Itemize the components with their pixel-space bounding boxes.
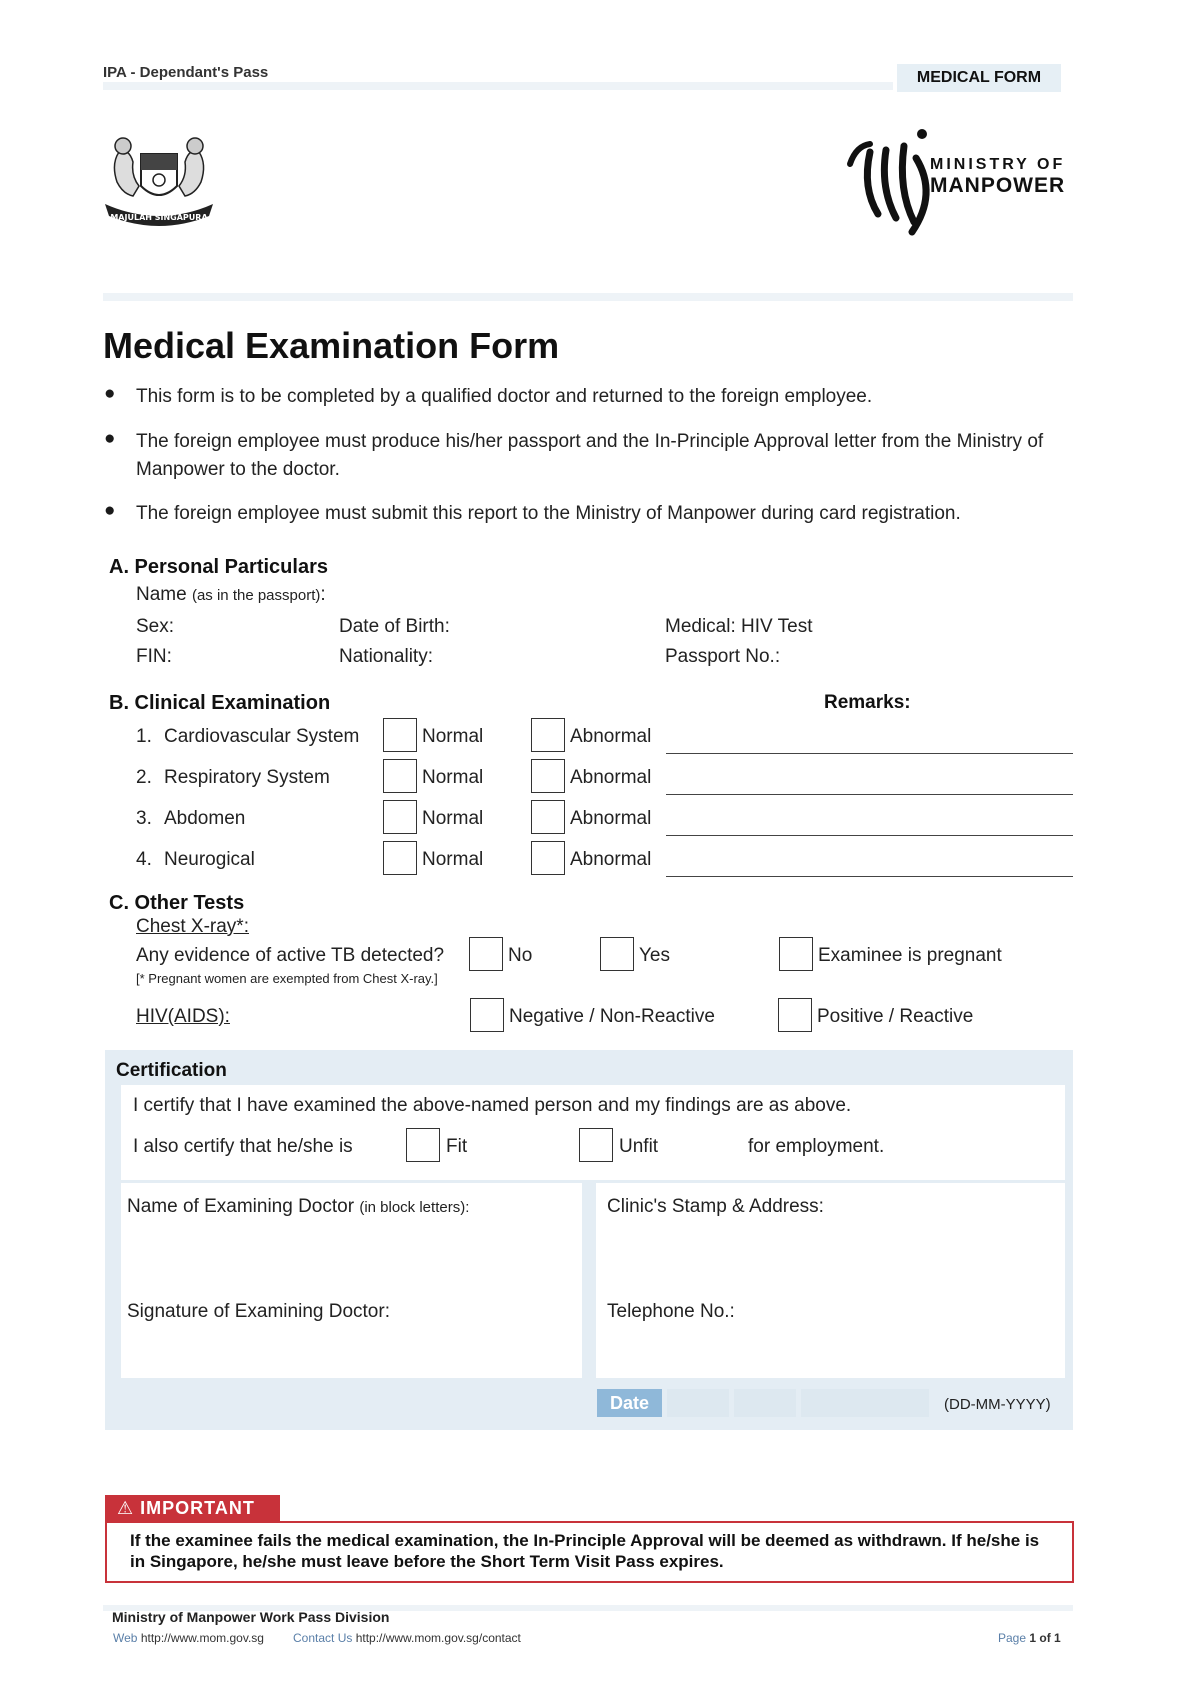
passport-label: Passport No.: (665, 646, 781, 667)
bullet-icon: ● (104, 383, 116, 404)
certify-fit-statement: I also certify that he/she is (133, 1136, 353, 1157)
crest-motto: MAJULAH SINGAPURA (110, 213, 208, 222)
telephone-label: Telephone No.: (607, 1301, 735, 1322)
remarks-heading: Remarks: (824, 692, 911, 713)
fit-checkbox[interactable] (406, 1128, 440, 1162)
footer-page-number: 1 of 1 (1029, 1631, 1061, 1645)
footer-contact-label: Contact Us (293, 1631, 353, 1645)
hiv-label: HIV(AIDS): (136, 1006, 230, 1027)
hiv-positive-checkbox[interactable] (778, 998, 812, 1032)
certification-statement: I certify that I have examined the above-named person and my findings are as above. (133, 1095, 852, 1116)
fit-label: Fit (446, 1136, 468, 1157)
certification-heading: Certification (116, 1060, 227, 1081)
abdomen-normal-checkbox[interactable] (383, 800, 417, 834)
respiratory-normal-checkbox[interactable] (383, 759, 417, 793)
footer-contact (293, 1631, 521, 1645)
dob-label: Date of Birth: (339, 616, 450, 637)
pregnant-label: Examinee is pregnant (818, 945, 1002, 966)
tb-yes-checkbox[interactable] (600, 937, 634, 971)
bullet-icon: ● (104, 500, 116, 521)
fin-label: FIN: (136, 646, 172, 667)
item-number: 1. (136, 726, 152, 747)
footer-web (113, 1631, 264, 1645)
name-label-note: (as in the passport) (191, 587, 321, 604)
item-label-neurogical: Neurogical (164, 849, 255, 870)
cardiovascular-remarks-line[interactable] (666, 753, 1073, 754)
abnormal-label: Abnormal (570, 726, 652, 747)
item-label-cardiovascular: Cardiovascular System (164, 726, 360, 747)
item-label-respiratory: Respiratory System (164, 767, 330, 788)
divider-band (103, 293, 1073, 301)
normal-label: Normal (422, 726, 484, 747)
neurogical-remarks-line[interactable] (666, 876, 1073, 877)
date-month-field[interactable] (734, 1389, 796, 1417)
doctor-name-label (127, 1196, 469, 1218)
cardiovascular-normal-checkbox[interactable] (383, 718, 417, 752)
respiratory-abnormal-checkbox[interactable] (531, 759, 565, 793)
doctor-signature-label: Signature of Examining Doctor: (127, 1301, 390, 1322)
mom-wordmark (930, 156, 1065, 199)
nationality-label: Nationality: (339, 646, 433, 667)
pregnant-checkbox[interactable] (779, 937, 813, 971)
date-day-field[interactable] (667, 1389, 729, 1417)
abnormal-label: Abnormal (570, 808, 652, 829)
chest-xray-label: Chest X-ray*: (136, 916, 249, 937)
name-label: Name (as in the passport): (136, 584, 326, 605)
header-band (103, 82, 893, 90)
page-title: Medical Examination Form (103, 325, 560, 366)
name-label-text: Name (136, 584, 187, 605)
item-number: 2. (136, 767, 152, 788)
bullet-icon: ● (104, 428, 116, 449)
respiratory-remarks-line[interactable] (666, 794, 1073, 795)
bullet-text-2: The foreign employee must produce his/her passport and the In-Principle Approval letter from the Ministry of Manpower to the doctor. (136, 431, 1044, 480)
for-employment-label: for employment. (748, 1136, 885, 1157)
medical-label: Medical: HIV Test (665, 616, 813, 637)
footer-page-label: Page (998, 1631, 1027, 1645)
abnormal-label: Abnormal (570, 767, 652, 788)
singapore-crest-logo (101, 124, 217, 232)
clinic-stamp-label: Clinic's Stamp & Address: (607, 1196, 824, 1217)
warning-icon: ⚠ (117, 1498, 135, 1518)
hiv-positive-label: Positive / Reactive (817, 1006, 974, 1027)
footer-contact-link[interactable]: http://www.mom.gov.sg/contact (355, 1631, 521, 1645)
mom-wordmark-line1: MINISTRY OF (930, 156, 1066, 173)
sex-label: Sex: (136, 616, 175, 637)
abdomen-remarks-line[interactable] (666, 835, 1073, 836)
unfit-checkbox[interactable] (579, 1128, 613, 1162)
important-text: If the examinee fails the medical examination, the In-Principle Approval will be deemed as withdrawn. If he/she is in Singapore, he/she must leave before the Short Term Visit Pass expires. (130, 1531, 1040, 1571)
tb-question: Any evidence of active TB detected? (136, 945, 445, 966)
item-number: 3. (136, 808, 152, 829)
item-label-abdomen: Abdomen (164, 808, 246, 829)
date-label: Date (597, 1389, 662, 1417)
tb-no-label: No (508, 945, 533, 966)
neurogical-abnormal-checkbox[interactable] (531, 841, 565, 875)
normal-label: Normal (422, 849, 484, 870)
abnormal-label: Abnormal (570, 849, 652, 870)
important-label: IMPORTANT (140, 1498, 255, 1518)
item-number: 4. (136, 849, 152, 870)
unfit-label: Unfit (619, 1136, 659, 1157)
abdomen-abnormal-checkbox[interactable] (531, 800, 565, 834)
section-a-heading: A. Personal Particulars (109, 556, 328, 578)
normal-label: Normal (422, 808, 484, 829)
mom-wordmark-line2: MANPOWER (930, 174, 1066, 198)
section-c-heading: C. Other Tests (109, 892, 245, 914)
hiv-negative-checkbox[interactable] (470, 998, 504, 1032)
medical-form-tag: MEDICAL FORM (897, 64, 1061, 92)
bullet-text-1: This form is to be completed by a qualified doctor and returned to the foreign employee. (136, 386, 873, 407)
date-year-field[interactable] (801, 1389, 929, 1417)
footer-division: Ministry of Manpower Work Pass Division (112, 1609, 390, 1625)
hiv-negative-label: Negative / Non-Reactive (509, 1006, 715, 1027)
footer-page (998, 1631, 1061, 1645)
date-format-hint: (DD-MM-YYYY) (944, 1396, 1051, 1413)
tb-no-checkbox[interactable] (469, 937, 503, 971)
tb-yes-label: Yes (639, 945, 670, 966)
normal-label: Normal (422, 767, 484, 788)
section-b-heading: B. Clinical Examination (109, 692, 331, 714)
footer-web-label: Web (113, 1631, 138, 1645)
neurogical-normal-checkbox[interactable] (383, 841, 417, 875)
form-type-label: IPA - Dependant's Pass (103, 64, 269, 81)
doctor-name-label-text: Name of Examining Doctor (127, 1196, 355, 1217)
doctor-name-label-note: (in block letters): (359, 1199, 470, 1216)
cardiovascular-abnormal-checkbox[interactable] (531, 718, 565, 752)
important-tab (105, 1495, 280, 1521)
xray-exemption-note: [* Pregnant women are exempted from Chest X-ray.] (136, 971, 438, 986)
footer-web-link[interactable]: http://www.mom.gov.sg (140, 1631, 264, 1645)
bullet-text-3: The foreign employee must submit this report to the Ministry of Manpower during card registration. (136, 503, 961, 524)
